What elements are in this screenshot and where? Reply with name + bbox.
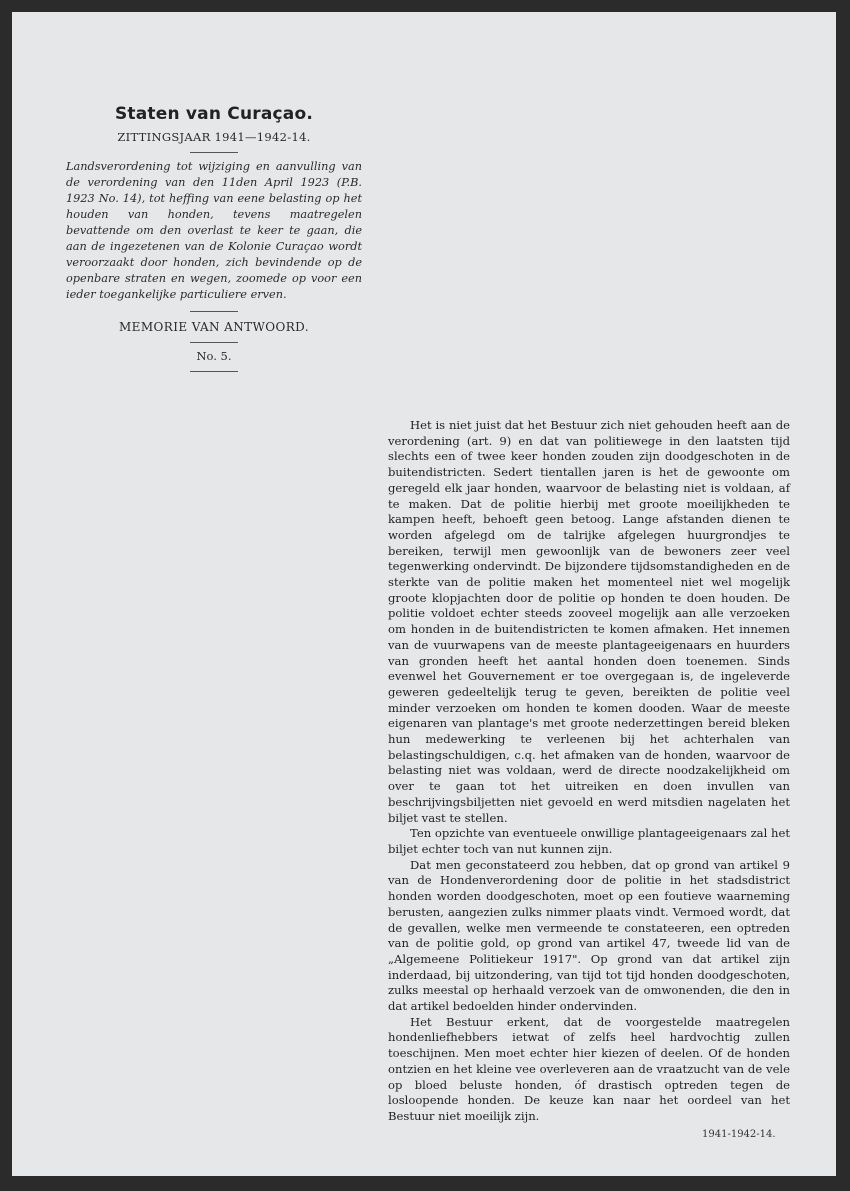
scan-border: [836, 0, 850, 1191]
subject-description: Landsverordening tot wijziging en aanvulling van de verordening van den 11den April 1923 (P.B. 1923 No. 14), tot heffing van eene belasting op het houden van honden, tevens maatregelen bevattende om den overlast te keer te gaan, die aan de ingezetenen van de Kolonie Curaçao wordt veroorzaakt door honden, zich bevindende op de openbare straten en wegen, zoomede op voor een ieder toegankelijke particuliere erven.: [66, 160, 362, 301]
header-block: [64, 104, 364, 378]
divider: [190, 371, 238, 372]
document-page: [12, 12, 836, 1176]
footer-reference: 1941-1942-14.: [702, 1129, 776, 1140]
paragraph: Het is niet juist dat het Bestuur zich niet gehouden heeft aan de verordening (art. 9) en dat van politiewege in den laatsten tijd slechts een of twee keer honden zouden zijn doodgeschoten in de buitendistricten. Sedert tientallen jaren is het de gewoonte om geregeld elk jaar honden, waarvoor de belasting niet is voldaan, af te maken. Dat de politie hierbij met groote moeilijkheden te kampen heeft, behoeft geen betoog. Lange afstanden dienen te worden afgelegd om de talrijke afgelegen huurgrondjes te bereiken, terwijl men gewoonlijk van de bewoners zeer veel tegenwerking ondervindt. De bijzondere tijdsomstandigheden en de sterkte van de politie maken het momenteel niet wel mogelijk groote klopjachten door de politie op honden te doen houden. De politie voldoet echter steeds zooveel mogelijk aan alle verzoeken om honden in de buitendistricten te komen afmaken. Het innemen van de vuurwapens van de meeste plantageeigenaars en huurders van gronden heeft het aantal honden doen toenemen. Sinds evenwel het Gouvernement er toe overgegaan is, de ingeleverde geweren gedeeltelijk terug te geven, bereikten de politie veel minder verzoeken om honden te komen dooden. Waar de meeste eigenaren van plantage's met groote nederzettingen bereid bleken hun medewerking te verleenen bij het achterhalen van belastingschuldigen, c.q. het afmaken van de honden, waarvoor de belasting niet was voldaan, werd de directe noodzakelijkheid om over te gaan tot het uitreiken en doen invullen van beschrijvingsbiljetten niet gevoeld en werd mitsdien nagelaten het biljet vast te stellen.: [388, 418, 790, 825]
document-type: MEMORIE VAN ANTWOORD.: [119, 320, 309, 334]
session-year: ZITTINGSJAAR 1941—1942-14.: [117, 130, 311, 144]
document-number: No. 5.: [196, 349, 232, 363]
paragraph: Het Bestuur erkent, dat de voorgestelde maatregelen hondenliefhebbers ietwat of zelfs heel hardvochtig zullen toeschijnen. Men moet echter hier kiezen of deelen. Of de honden ontzien en het kleine vee overleveren aan de vraatzucht van de vele op bloed beluste honden, óf drastisch optreden tegen de losloopende honden. De keuze kan naar het oordeel van het Bestuur niet moeilijk zijn.: [388, 1014, 790, 1123]
page-title: Staten van Curaçao.: [114, 104, 313, 124]
divider: [190, 152, 238, 153]
divider: [190, 342, 238, 343]
paragraph: Dat men geconstateerd zou hebben, dat op grond van artikel 9 van de Hondenverordening door de politie in het stadsdistrict honden worden doodgeschoten, moet op een foutieve waarneming berusten, aangezien zulks nimmer plaats vindt. Vermoed wordt, dat de gevallen, welke men vermeende te constateeren, een optreden van de politie gold, op grond van artikel 47, tweede lid van de „Algemeene Politiekeur 1917". Op grond van dat artikel zijn inderdaad, bij uitzondering, van tijd tot tijd honden doodgeschoten, zulks meestal op herhaald verzoek van de omwonenden, die den in dat artikel bedoelden hinder ondervinden.: [388, 857, 790, 1014]
divider: [190, 311, 238, 312]
paragraph: Ten opzichte van eventueele onwillige plantageeigenaars zal het biljet echter toch van nut kunnen zijn.: [388, 826, 790, 856]
body-text: [388, 418, 790, 1125]
